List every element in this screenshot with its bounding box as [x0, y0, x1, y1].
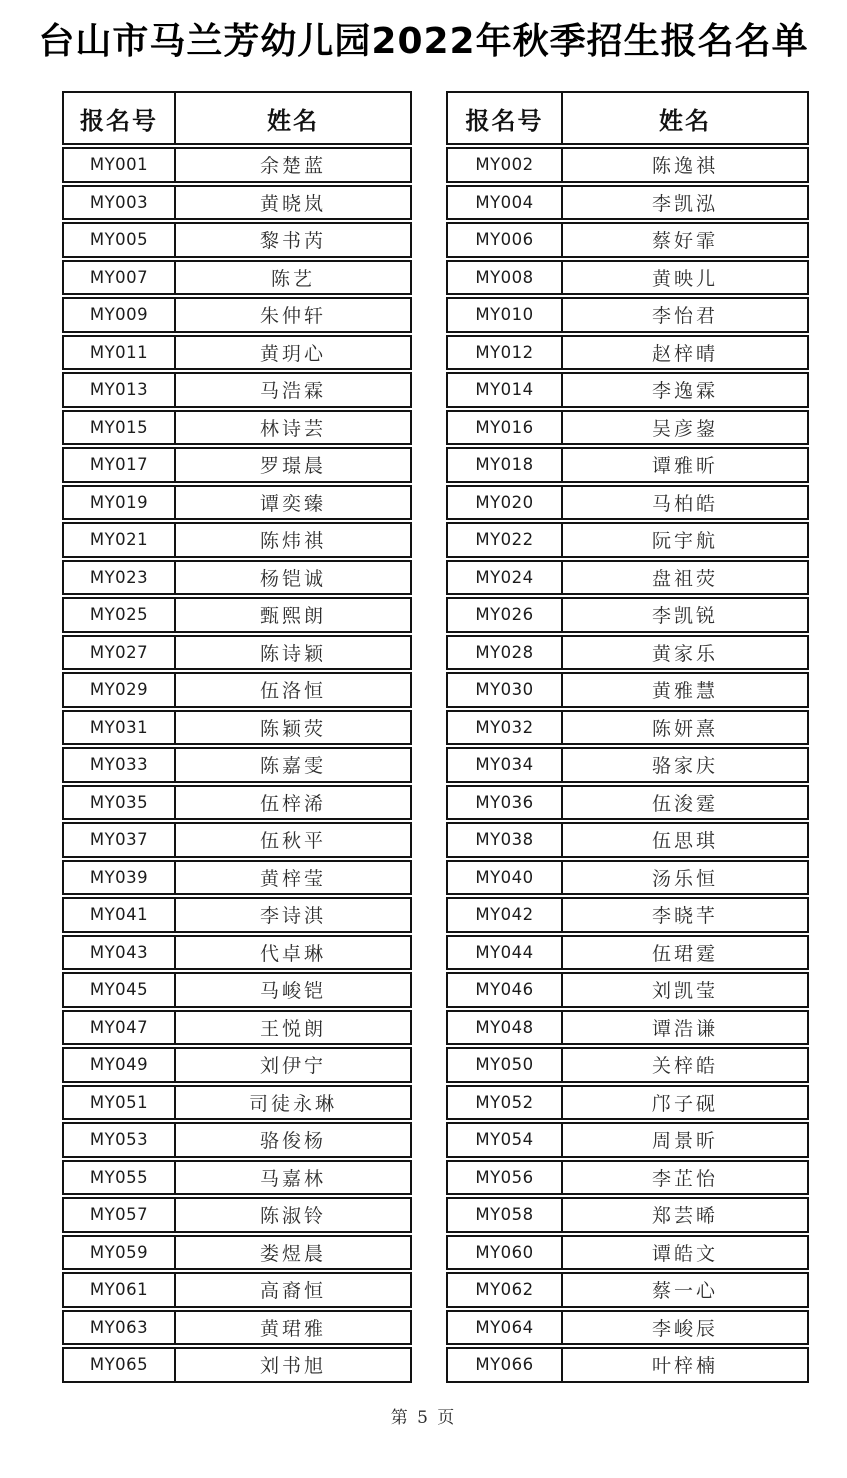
table-row — [446, 972, 809, 1008]
student-name-cell: 李凯锐 — [651, 605, 718, 628]
table-row — [62, 185, 412, 221]
registration-number-cell: MY009 — [64, 299, 176, 331]
table-row — [62, 222, 412, 258]
table-row — [62, 522, 412, 558]
registration-number-cell: MY004 — [448, 187, 563, 219]
table-row — [62, 972, 412, 1008]
table-row — [446, 1347, 809, 1383]
registration-number-cell: MY046 — [448, 974, 563, 1006]
table-row — [62, 147, 412, 183]
student-name-cell: 邝子砚 — [651, 1092, 718, 1115]
student-name-cell: 蔡好霏 — [651, 230, 718, 253]
student-name-cell: 伍梓浠 — [259, 792, 326, 815]
student-name-cell: 伍浚霆 — [651, 792, 718, 815]
table-row — [446, 1010, 809, 1046]
student-name-cell: 代卓琳 — [259, 942, 326, 965]
table-row — [446, 185, 809, 221]
registration-number-cell: MY027 — [64, 637, 176, 669]
student-name-cell: 黄映儿 — [651, 267, 718, 290]
tables-container — [62, 91, 809, 1383]
student-name-cell: 骆家庆 — [651, 755, 718, 778]
student-name-cell: 陈嘉雯 — [259, 755, 326, 778]
left-enrollment-table — [62, 91, 412, 1383]
student-name-cell: 朱仲轩 — [259, 305, 326, 328]
registration-number-cell: MY058 — [448, 1199, 563, 1231]
student-name-cell: 林诗芸 — [259, 417, 326, 440]
table-row — [446, 860, 809, 896]
registration-number-cell: MY013 — [64, 374, 176, 406]
registration-number-cell: MY064 — [448, 1312, 563, 1344]
table-row — [62, 372, 412, 408]
table-row — [446, 1235, 809, 1271]
registration-number-cell: MY044 — [448, 937, 563, 969]
registration-number-cell: MY024 — [448, 562, 563, 594]
registration-number-cell: MY052 — [448, 1087, 563, 1119]
table-row — [446, 1085, 809, 1121]
table-row — [446, 335, 809, 371]
registration-number-cell: MY038 — [448, 824, 563, 856]
registration-number-cell: MY041 — [64, 899, 176, 931]
student-name-cell: 李怡君 — [651, 305, 718, 328]
student-name-cell: 李凯泓 — [651, 192, 718, 215]
table-row — [62, 1347, 412, 1383]
registration-number-cell: MY022 — [448, 524, 563, 556]
registration-number-cell: MY039 — [64, 862, 176, 894]
table-row — [446, 710, 809, 746]
student-name-cell: 娄煜晨 — [259, 1242, 326, 1265]
table-row — [62, 260, 412, 296]
table-row — [62, 560, 412, 596]
page-number: 第 5 页 — [390, 1407, 457, 1428]
registration-number-cell: MY040 — [448, 862, 563, 894]
student-name-cell: 关梓皓 — [651, 1055, 718, 1078]
table-row — [446, 260, 809, 296]
registration-number-cell: MY015 — [64, 412, 176, 444]
registration-number-cell: MY050 — [448, 1049, 563, 1081]
table-row — [446, 560, 809, 596]
table-row — [446, 410, 809, 446]
registration-number-cell: MY048 — [448, 1012, 563, 1044]
registration-number-cell: MY053 — [64, 1124, 176, 1156]
student-name-cell: 高裔恒 — [259, 1280, 326, 1303]
registration-number-cell: MY017 — [64, 449, 176, 481]
registration-number-cell: MY055 — [64, 1162, 176, 1194]
table-row — [446, 785, 809, 821]
student-name-cell: 谭奕臻 — [259, 492, 326, 515]
table-row — [446, 672, 809, 708]
student-name-cell: 陈妍熹 — [651, 717, 718, 740]
student-name-cell: 陈淑铃 — [259, 1205, 326, 1228]
registration-number-cell: MY045 — [64, 974, 176, 1006]
table-row — [62, 747, 412, 783]
table-row — [446, 1272, 809, 1308]
table-row — [62, 447, 412, 483]
student-name-cell: 罗璟晨 — [259, 455, 326, 478]
registration-number-cell: MY059 — [64, 1237, 176, 1269]
table-row — [62, 710, 412, 746]
left-table-header-row — [62, 91, 412, 145]
registration-number-cell: MY051 — [64, 1087, 176, 1119]
registration-number-cell: MY028 — [448, 637, 563, 669]
table-row — [62, 897, 412, 933]
table-row — [446, 1047, 809, 1083]
registration-number-cell: MY001 — [64, 149, 176, 181]
registration-number-cell: MY066 — [448, 1349, 563, 1381]
page-title: 台山市马兰芳幼儿园2022年秋季招生报名名单 — [38, 21, 809, 62]
table-row — [62, 1122, 412, 1158]
student-name-cell: 黄雅慧 — [651, 680, 718, 703]
student-name-cell: 杨铠诚 — [259, 567, 326, 590]
student-name-cell: 王悦朗 — [259, 1017, 326, 1040]
table-row — [62, 822, 412, 858]
registration-number-cell: MY003 — [64, 187, 176, 219]
student-name-cell: 汤乐恒 — [651, 867, 718, 890]
registration-number-cell: MY035 — [64, 787, 176, 819]
registration-number-cell: MY036 — [448, 787, 563, 819]
student-name-cell: 骆俊杨 — [259, 1130, 326, 1153]
student-name-cell: 刘书旭 — [259, 1355, 326, 1378]
student-name-cell: 伍珺霆 — [651, 942, 718, 965]
table-row — [62, 1010, 412, 1046]
table-row — [446, 1197, 809, 1233]
registration-number-cell: MY042 — [448, 899, 563, 931]
student-name-cell: 蔡一心 — [651, 1280, 718, 1303]
table-row — [446, 935, 809, 971]
student-name-cell: 陈颖荧 — [259, 717, 326, 740]
registration-number-cell: MY021 — [64, 524, 176, 556]
table-row — [62, 1235, 412, 1271]
student-name-cell: 伍洛恒 — [259, 680, 326, 703]
registration-number-cell: MY011 — [64, 337, 176, 369]
table-row — [446, 447, 809, 483]
student-name-cell: 周景昕 — [651, 1130, 718, 1153]
registration-number-cell: MY026 — [448, 599, 563, 631]
registration-number-cell: MY061 — [64, 1274, 176, 1306]
registration-number-cell: MY012 — [448, 337, 563, 369]
table-row — [446, 522, 809, 558]
column-header-reg-no: 报名号 — [448, 93, 563, 143]
student-name-cell: 伍思琪 — [651, 830, 718, 853]
registration-number-cell: MY063 — [64, 1312, 176, 1344]
table-row — [446, 897, 809, 933]
registration-number-cell: MY037 — [64, 824, 176, 856]
table-row — [446, 597, 809, 633]
student-name-cell: 谭雅昕 — [651, 455, 718, 478]
student-name-cell: 马浩霖 — [259, 380, 326, 403]
student-name-cell: 吴彦鋆 — [651, 417, 718, 440]
registration-number-cell: MY008 — [448, 262, 563, 294]
registration-number-cell: MY032 — [448, 712, 563, 744]
registration-number-cell: MY033 — [64, 749, 176, 781]
table-row — [446, 372, 809, 408]
table-row — [446, 222, 809, 258]
student-name-cell: 赵梓晴 — [651, 342, 718, 365]
right-enrollment-table — [446, 91, 809, 1383]
table-row — [446, 1160, 809, 1196]
registration-number-cell: MY014 — [448, 374, 563, 406]
table-row — [62, 1047, 412, 1083]
table-row — [62, 335, 412, 371]
student-name-cell: 黄晓岚 — [259, 192, 326, 215]
registration-number-cell: MY018 — [448, 449, 563, 481]
right-table-header-row — [446, 91, 809, 145]
table-row — [446, 297, 809, 333]
table-row — [62, 1310, 412, 1346]
table-row — [62, 1197, 412, 1233]
registration-number-cell: MY019 — [64, 487, 176, 519]
table-row — [62, 410, 412, 446]
table-row — [446, 1310, 809, 1346]
student-name-cell: 李峻辰 — [651, 1317, 718, 1340]
table-row — [62, 1272, 412, 1308]
registration-number-cell: MY060 — [448, 1237, 563, 1269]
student-name-cell: 陈诗颖 — [259, 642, 326, 665]
student-name-cell: 马峻铠 — [259, 980, 326, 1003]
registration-number-cell: MY010 — [448, 299, 563, 331]
registration-number-cell: MY031 — [64, 712, 176, 744]
student-name-cell: 谭浩谦 — [651, 1017, 718, 1040]
student-name-cell: 黄玥心 — [259, 342, 326, 365]
student-name-cell: 盘祖荧 — [651, 567, 718, 590]
registration-number-cell: MY007 — [64, 262, 176, 294]
student-name-cell: 马柏皓 — [651, 492, 718, 515]
registration-number-cell: MY054 — [448, 1124, 563, 1156]
registration-number-cell: MY002 — [448, 149, 563, 181]
student-name-cell: 伍秋平 — [259, 830, 326, 853]
table-row — [62, 1085, 412, 1121]
table-row — [446, 747, 809, 783]
student-name-cell: 黄梓莹 — [259, 867, 326, 890]
registration-number-cell: MY062 — [448, 1274, 563, 1306]
right-table-body — [446, 147, 809, 1383]
registration-number-cell: MY016 — [448, 412, 563, 444]
table-row — [446, 822, 809, 858]
student-name-cell: 甄熙朗 — [259, 605, 326, 628]
registration-number-cell: MY034 — [448, 749, 563, 781]
table-row — [62, 597, 412, 633]
student-name-cell: 刘凯莹 — [651, 980, 718, 1003]
student-name-cell: 余楚蓝 — [259, 155, 326, 178]
table-row — [62, 297, 412, 333]
table-row — [62, 935, 412, 971]
left-table-body — [62, 147, 412, 1383]
student-name-cell: 黄珺雅 — [259, 1317, 326, 1340]
student-name-cell: 马嘉林 — [259, 1167, 326, 1190]
table-row — [62, 635, 412, 671]
table-row — [446, 485, 809, 521]
column-header-name: 姓名 — [267, 106, 319, 135]
student-name-cell: 阮宇航 — [651, 530, 718, 553]
student-name-cell: 黄家乐 — [651, 642, 718, 665]
registration-number-cell: MY029 — [64, 674, 176, 706]
registration-number-cell: MY047 — [64, 1012, 176, 1044]
table-row — [62, 785, 412, 821]
registration-number-cell: MY056 — [448, 1162, 563, 1194]
student-name-cell: 陈炜祺 — [259, 530, 326, 553]
student-name-cell: 黎书芮 — [259, 230, 326, 253]
table-row — [62, 485, 412, 521]
registration-number-cell: MY005 — [64, 224, 176, 256]
registration-number-cell: MY065 — [64, 1349, 176, 1381]
registration-number-cell: MY030 — [448, 674, 563, 706]
student-name-cell: 陈逸祺 — [651, 155, 718, 178]
registration-number-cell: MY043 — [64, 937, 176, 969]
student-name-cell: 谭皓文 — [651, 1242, 718, 1265]
student-name-cell: 李晓芊 — [651, 905, 718, 928]
student-name-cell: 陈艺 — [270, 267, 315, 290]
table-row — [446, 1122, 809, 1158]
student-name-cell: 司徒永琳 — [248, 1092, 337, 1115]
registration-number-cell: MY020 — [448, 487, 563, 519]
student-name-cell: 李芷怡 — [651, 1167, 718, 1190]
student-name-cell: 李诗淇 — [259, 905, 326, 928]
student-name-cell: 刘伊宁 — [259, 1055, 326, 1078]
table-row — [62, 860, 412, 896]
student-name-cell: 叶梓楠 — [651, 1355, 718, 1378]
registration-number-cell: MY057 — [64, 1199, 176, 1231]
registration-number-cell: MY023 — [64, 562, 176, 594]
column-header-name: 姓名 — [659, 106, 711, 135]
registration-number-cell: MY049 — [64, 1049, 176, 1081]
table-row — [62, 1160, 412, 1196]
student-name-cell: 李逸霖 — [651, 380, 718, 403]
student-name-cell: 郑芸晞 — [651, 1205, 718, 1228]
table-row — [446, 635, 809, 671]
registration-number-cell: MY025 — [64, 599, 176, 631]
column-header-reg-no: 报名号 — [64, 93, 176, 143]
table-row — [62, 672, 412, 708]
table-row — [446, 147, 809, 183]
registration-number-cell: MY006 — [448, 224, 563, 256]
